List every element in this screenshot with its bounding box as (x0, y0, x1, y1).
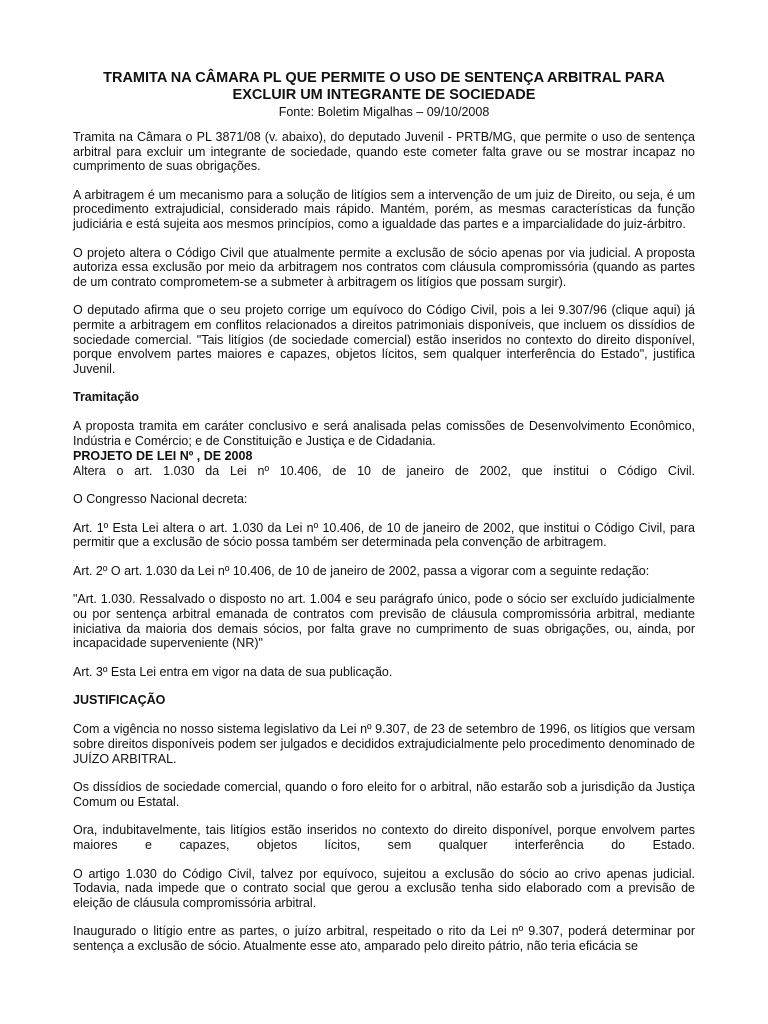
justificacao-paragraph: Inaugurado o litígio entre as partes, o juízo arbitral, respeitado o rito da Lei nº 9.307, poderá determinar por sentença a exclusão de sócio. Atualmente esse ato, amparado pelo direito pátrio, não teria eficácia se (73, 924, 695, 953)
document-source: Fonte: Boletim Migalhas – 09/10/2008 (278, 105, 490, 119)
justificacao-heading: JUSTIFICAÇÃO (73, 693, 166, 708)
decreta-paragraph: O Congresso Nacional decreta: (73, 492, 248, 507)
art3-paragraph: Art. 3º Esta Lei entra em vigor na data de sua publicação. (73, 664, 393, 679)
intro-paragraph: O projeto altera o Código Civil que atualmente permite a exclusão de sócio apenas por via judicial. A proposta autoriza essa exclusão por meio da arbitragem nos contratos com cláusula compromissória (quando as partes de um contrato comprometem-se a submeter à arbitragem os litígios que possam surgir). (73, 245, 695, 289)
document-title-line2: EXCLUIR UM INTEGRANTE DE SOCIEDADE (232, 87, 536, 103)
justificacao-paragraph: Ora, indubitavelmente, tais litígios estão inseridos no contexto do direito disponível, porque envolvem partes maiores e capazes, objetos lícitos, sem qualquer interferência do Estado. (73, 823, 695, 852)
projeto-heading: PROJETO DE LEI Nº , DE 2008 (73, 448, 253, 463)
tramitacao-paragraph: A proposta tramita em caráter conclusivo e será analisada pelas comissões de Desenvolvimento Econômico, Indústria e Comércio; e de Constituição e Justiça e de Cidadania. (73, 419, 695, 448)
intro-paragraph: O deputado afirma que o seu projeto corrige um equívoco do Código Civil, pois a lei 9.307/96 (clique aqui) já permite a arbitragem em conflitos relacionados a direitos patrimoniais disponíveis, que incluem os dissídios de sociedade comercial. "Tais litígios (de sociedade comercial) estão inseridos no contexto do direito disponível, porque envolvem partes maiores e capazes, objetos lícitos, sem qualquer interferência do Estado", justifica Juvenil. (73, 303, 695, 376)
justificacao-paragraph: O artigo 1.030 do Código Civil, talvez por equívoco, sujeitou a exclusão do sócio ao crivo apenas judicial. Todavia, nada impede que o contrato social que gerou a exclusão tenha sido elaborado com a previsão de eleição de cláusula compromissória arbitral. (73, 866, 695, 910)
justificacao-paragraph: Com a vigência no nosso sistema legislativo da Lei nº 9.307, de 23 de setembro de 1996, os litígios que versam sobre direitos disponíveis podem ser julgados e decididos extrajudicialmente pelo procedimento denominado de JUÍZO ARBITRAL. (73, 722, 695, 766)
art1-paragraph: Art. 1º Esta Lei altera o art. 1.030 da Lei nº 10.406, de 10 de janeiro de 2002, que institui o Código Civil, para permitir que a exclusão de sócio possa também ser determinada pela convenção de arbitragem. (73, 520, 695, 550)
document-title-line1: TRAMITA NA CÂMARA PL QUE PERMITE O USO DE SENTENÇA ARBITRAL PARA (103, 70, 665, 86)
intro-paragraph: A arbitragem é um mecanismo para a solução de litígios sem a intervenção de um juiz de Direito, ou seja, é um procedimento extrajudicial, considerado mais rápido. Mantém, porém, as mesmas características da função judiciária e está sujeita aos mesmos princípios, como a igualdade das partes e a imparcialidade do juiz-árbitro. (73, 187, 695, 231)
justificacao-paragraph: Os dissídios de sociedade comercial, quando o foro eleito for o arbitral, não estarão sob a jurisdição da Justiça Comum ou Estatal. (73, 780, 695, 809)
art1030-paragraph: "Art. 1.030. Ressalvado o disposto no art. 1.004 e seu parágrafo único, pode o sócio ser excluído judicialmente ou por sentença arbitral emanada de contratos com previsão de cláusula compromissória arbitral, mediante iniciativa da maioria dos demais sócios, por falta grave no cumprimento de suas obrigações, ou, ainda, por incapacidade superveniente (NR)" (73, 592, 695, 651)
art2-paragraph: Art. 2º O art. 1.030 da Lei nº 10.406, de 10 de janeiro de 2002, passa a vigorar com a seguinte redação: (73, 563, 650, 578)
tramitacao-heading: Tramitação (73, 390, 140, 405)
projeto-ementa: Altera o art. 1.030 da Lei nº 10.406, de 10 de janeiro de 2002, que institui o Código Civil. (73, 463, 695, 478)
intro-paragraph: Tramita na Câmara o PL 3871/08 (v. abaixo), do deputado Juvenil - PRTB/MG, que permite o uso de sentença arbitral para excluir um integrante de sociedade, quando este cometer falta grave ou se mostrar incapaz no cumprimento de suas obrigações. (73, 130, 695, 174)
